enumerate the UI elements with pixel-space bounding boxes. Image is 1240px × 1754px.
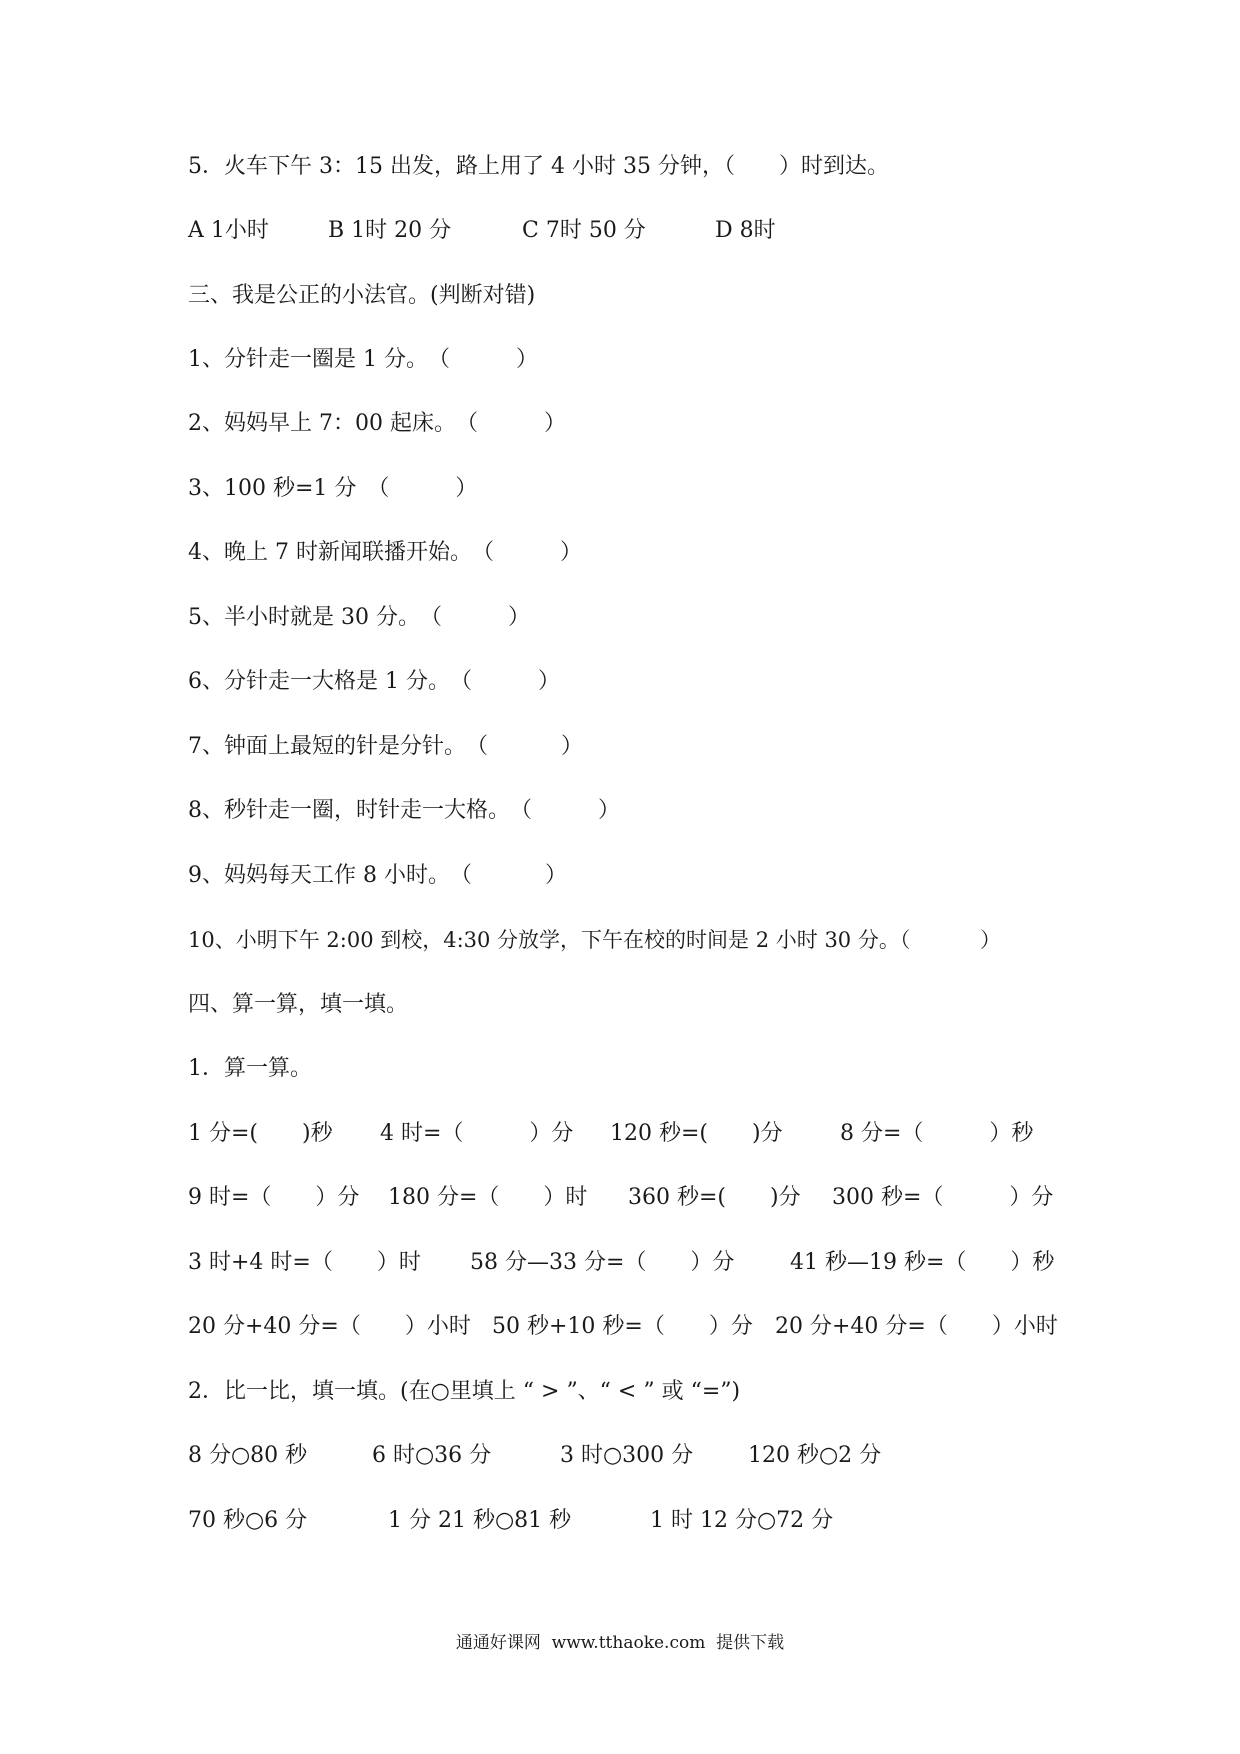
option-a: A 1小时 — [188, 218, 269, 243]
compare-item: 6 时○36 分 — [372, 1443, 492, 1468]
judge-item-5: 5、半小时就是 30 分。 （ ） — [188, 605, 530, 630]
calc-item: 180 分=（ ）时 — [388, 1185, 588, 1210]
compare-title: 2．比一比，填一填。(在○里填上 “ > ”、“ < ” 或 “=”) — [188, 1379, 741, 1404]
compare-item: 8 分○80 秒 — [188, 1443, 308, 1468]
option-d: D 8时 — [715, 218, 776, 243]
calc-item: 50 秒+10 秒=（ ）分 — [492, 1314, 753, 1339]
calc-item: 1 分=( )秒 — [188, 1121, 333, 1146]
section-4-heading: 四、算一算，填一填。 — [188, 992, 409, 1017]
judge-item-10: 10、小明下午 2:00 到校，4:30 分放学，下午在校的时间是 2 小时 30 分。（ ） — [188, 928, 1002, 952]
judge-item-6: 6、分针走一大格是 1 分。 （ ） — [188, 669, 560, 694]
calc-item: 360 秒=( )分 — [628, 1185, 801, 1210]
judge-item-3: 3、100 秒=1 分 （ ） — [188, 476, 478, 501]
calc-title: 1．算一算。 — [188, 1056, 312, 1081]
judge-item-8: 8、秒针走一圈，时针走一大格。 （ ） — [188, 798, 620, 823]
calc-item: 20 分+40 分=（ ）小时 — [188, 1314, 471, 1339]
calc-item: 41 秒—19 秒=（ ）秒 — [790, 1250, 1055, 1275]
option-b: B 1时 20 分 — [328, 218, 452, 243]
judge-item-2: 2、妈妈早上 7：00 起床。 （ ） — [188, 411, 566, 436]
calc-item: 300 秒=（ ）分 — [832, 1185, 1054, 1210]
calc-item: 3 时+4 时=（ ）时 — [188, 1250, 421, 1275]
compare-item: 1 时 12 分○72 分 — [650, 1508, 834, 1533]
calc-item: 120 秒=( )分 — [610, 1121, 783, 1146]
compare-item: 120 秒○2 分 — [748, 1443, 882, 1468]
page-footer: 通通好课网 www.tthaoke.com 提供下载 — [455, 1633, 785, 1653]
option-c: C 7时 50 分 — [522, 218, 646, 243]
compare-item: 70 秒○6 分 — [188, 1508, 308, 1533]
calc-item: 9 时=（ ）分 — [188, 1185, 360, 1210]
judge-item-9: 9、妈妈每天工作 8 小时。 （ ） — [188, 863, 567, 888]
judge-item-1: 1、分针走一圈是 1 分。 （ ） — [188, 347, 538, 372]
calc-item: 8 分=（ ）秒 — [840, 1121, 1034, 1146]
calc-item: 58 分—33 分=（ ）分 — [470, 1250, 735, 1275]
question-5-text: 5．火车下午 3：15 出发，路上用了 4 小时 35 分钟，（ ）时到达。 — [188, 154, 889, 179]
judge-item-7: 7、钟面上最短的针是分针。 （ ） — [188, 734, 583, 759]
compare-item: 3 时○300 分 — [560, 1443, 694, 1468]
calc-item: 4 时=（ ）分 — [380, 1121, 574, 1146]
compare-item: 1 分 21 秒○81 秒 — [388, 1508, 572, 1533]
section-3-heading: 三、我是公正的小法官。(判断对错) — [188, 283, 536, 308]
calc-item: 20 分+40 分=（ ）小时 — [775, 1314, 1058, 1339]
judge-item-4: 4、晚上 7 时新闻联播开始。 （ ） — [188, 540, 582, 565]
